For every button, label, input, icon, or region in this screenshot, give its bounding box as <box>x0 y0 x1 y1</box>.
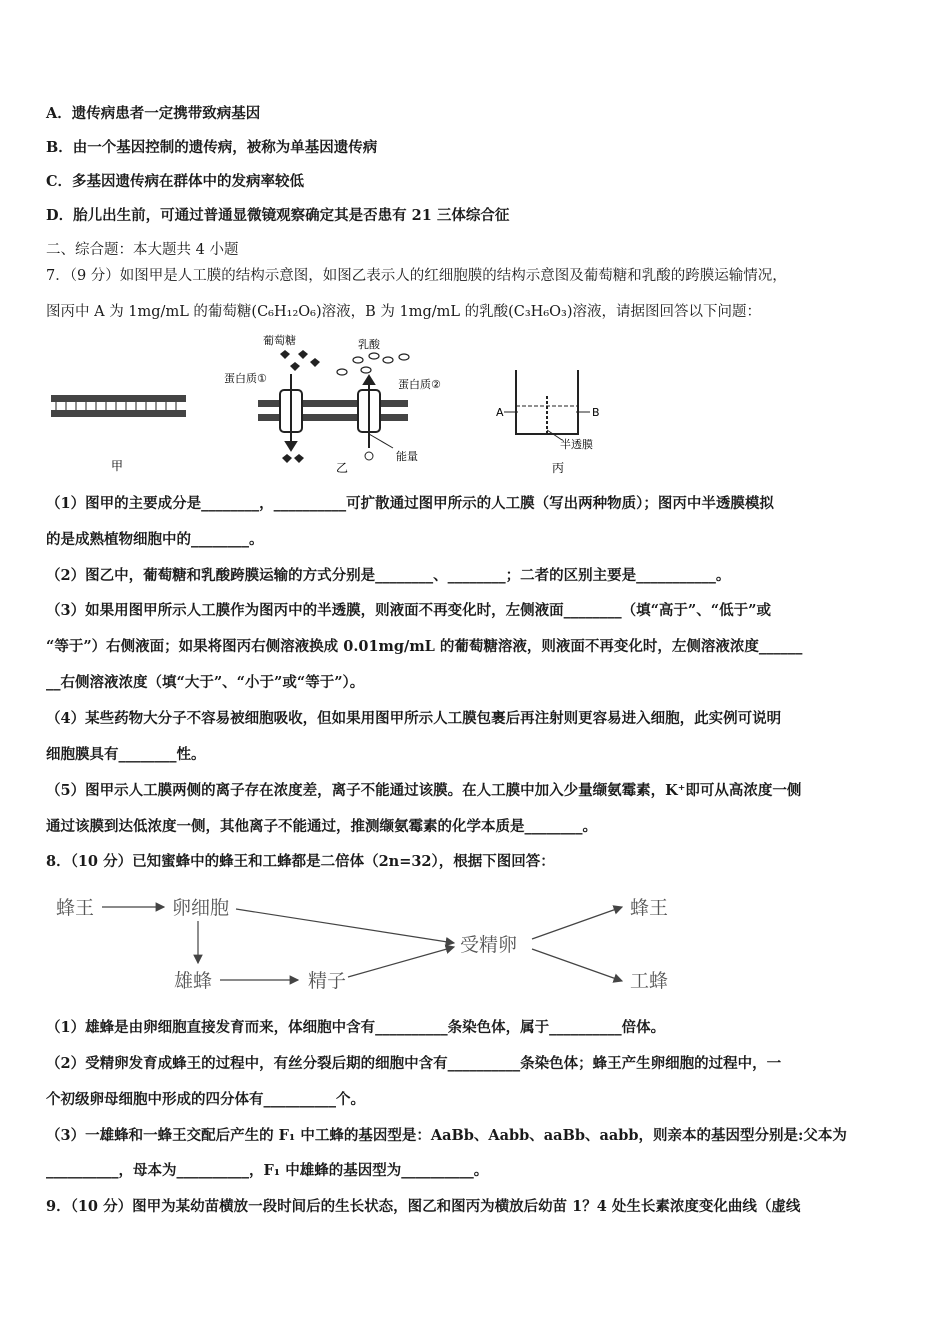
protein1-label: 蛋白质① <box>224 372 267 385</box>
q8-part2-b: 个初级卵母细胞中形成的四分体有__________个。 <box>46 1091 365 1108</box>
bing-label: 丙 <box>552 461 565 475</box>
lactic-label: 乳酸 <box>358 338 380 351</box>
protein2-label: 蛋白质② <box>398 378 441 391</box>
figure-yi <box>218 330 458 480</box>
q8-part3-a: （3）一雄蜂和一蜂王交配后产生的 F₁ 中工蜂的基因型是：AaBb、Aabb、aaBb、aabb，则亲本的基因型分别是:父本为 <box>46 1127 847 1144</box>
q7-part4-a: （4）某些药物大分子不容易被细胞吸收，但如果用图甲所示人工膜包裹后再注射则更容易进入细胞，此实例可说明 <box>46 710 782 727</box>
q7-part3-a: （3）如果用图甲所示人工膜作为图丙中的半透膜，则液面不再变化时，左侧液面________（填“高于”、“低于”或 <box>46 602 771 619</box>
glucose-molecules-bottom <box>282 454 304 463</box>
u-tube <box>516 370 578 434</box>
q7-stem-line2: 图丙中 A 为 1mg/mL 的葡萄糖(C₆H₁₂O₆)溶液，B 为 1mg/mL 的乳酸(C₃H₆O₃)溶液，请据图回答以下问题： <box>46 304 762 320</box>
figure-bing <box>490 360 630 480</box>
option-c: C．多基因遗传病在群体中的发病率较低 <box>46 173 305 190</box>
q8-part1: （1）雄蜂是由卵细胞直接发育而来，体细胞中含有__________条染色体，属于__________倍体。 <box>46 1019 666 1036</box>
jia-label: 甲 <box>111 459 124 473</box>
option-b: B．由一个基因控制的遗传病，被称为单基因遗传病 <box>46 139 378 156</box>
q7-part1-b: 的是成熟植物细胞中的________。 <box>46 531 264 548</box>
sperm: 精子 <box>308 970 347 992</box>
egg-cell: 卵细胞 <box>172 897 230 919</box>
worker: 工蜂 <box>630 970 669 992</box>
q7-part4-b: 细胞膜具有________性。 <box>46 746 206 763</box>
energy-symbol <box>365 452 373 460</box>
solution-b-label: B <box>592 406 600 419</box>
option-a: A．遗传病患者一定携带致病基因 <box>46 105 261 122</box>
drone: 雄蜂 <box>174 970 213 992</box>
q8-part2-a: （2）受精卵发育成蜂王的过程中，有丝分裂后期的细胞中含有__________条染色体；蜂王产生卵细胞的过程中，一 <box>46 1055 782 1072</box>
q7-part1-a: （1）图甲的主要成分是________，__________可扩散通过图甲所示的人工膜（写出两种物质）；图丙中半透膜模拟 <box>46 495 774 512</box>
zygote: 受精卵 <box>460 934 518 956</box>
q7-part3-b: “等于”）右侧液面；如果将图丙右侧溶液换成 0.01mg/mL 的葡萄糖溶液，则液面不再变化时，左侧溶液浓度______ <box>46 638 803 655</box>
q7-part5-b: 通过该膜到达低浓度一侧，其他离子不能通过，推测缬氨霉素的化学本质是________。 <box>46 818 597 835</box>
q7-part3-c: __右侧溶液浓度（填“大于”、“小于”或“等于”）。 <box>46 674 365 691</box>
figure-jia <box>46 340 196 480</box>
q8-stem: 8．（10 分）已知蜜蜂中的蜂王和工蜂都是二倍体（2n=32），根据下图回答： <box>46 853 555 870</box>
membrane-label: 半透膜 <box>560 438 593 451</box>
glucose-label: 葡萄糖 <box>263 334 296 347</box>
lactic-molecules <box>337 353 409 375</box>
energy-label: 能量 <box>396 450 418 463</box>
glucose-molecules-top <box>280 350 320 371</box>
q9-stem: 9．（10 分）图甲为某幼苗横放一段时间后的生长状态，图乙和图丙为横放后幼苗 1？4 处生长素浓度变化曲线（虚线 <box>46 1198 801 1215</box>
option-d: D．胎儿出生前，可通过普通显微镜观察确定其是否患有 21 三体综合征 <box>46 207 510 224</box>
solution-a-label: A <box>496 406 504 419</box>
q7-part2: （2）图乙中，葡萄糖和乳酸跨膜运输的方式分别是________、________；二者的区别主要是___________。 <box>46 567 731 584</box>
queen-left: 蜂王 <box>56 897 95 919</box>
bee-diagram <box>46 885 696 1005</box>
queen-right: 蜂王 <box>630 897 669 919</box>
q7-stem-line1: 7．（9 分）如图甲是人工膜的结构示意图，如图乙表示人的红细胞膜的结构示意图及葡萄糖和乳酸的跨膜运输情况， <box>46 268 787 284</box>
section-title: 二、综合题：本大题共 4 小题 <box>46 242 239 258</box>
q7-part5-a: （5）图甲示人工膜两侧的离子存在浓度差，离子不能通过该膜。在人工膜中加入少量缬氨霉素，K⁺即可从高浓度一侧 <box>46 782 802 799</box>
yi-label: 乙 <box>336 461 349 475</box>
artificial-membrane <box>51 395 186 417</box>
q8-part3-b: __________，母本为__________，F₁ 中雄蜂的基因型为__________。 <box>46 1162 489 1179</box>
